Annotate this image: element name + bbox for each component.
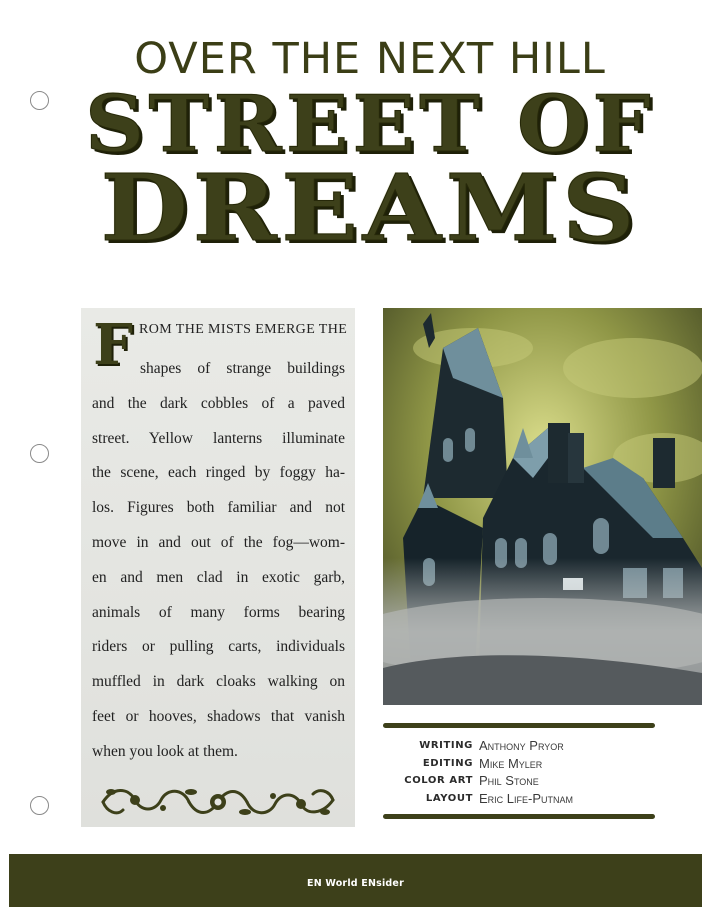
intro-line: move in and out of the fog—wom-	[92, 533, 345, 551]
credit-role: LAYOUT	[425, 792, 473, 804]
credits-top-rule	[383, 723, 655, 728]
page-title-line-2: DREAMS	[100, 154, 640, 262]
intro-line: muffled in dark cloaks walking on	[92, 673, 345, 691]
page-title-line-1: STREET OF	[85, 79, 655, 170]
page-footer	[9, 854, 702, 907]
credit-name: Eric Life-Putnam	[479, 790, 574, 806]
intro-line: when you look at them.	[92, 742, 238, 760]
credit-name: Anthony Pryor	[479, 738, 564, 753]
intro-line: los. Figures both familiar and not	[92, 499, 345, 517]
intro-first-line: ROM THE MISTS EMERGE THE	[139, 322, 348, 337]
binder-hole-bottom	[30, 796, 49, 815]
credits-list	[383, 737, 663, 807]
intro-line: street. Yellow lanterns illuminate	[92, 429, 345, 447]
credit-row	[383, 737, 663, 755]
intro-line: the scene, each ringed by foggy ha-	[92, 464, 345, 482]
credit-row	[383, 755, 663, 773]
intro-line: shapes of strange buildings	[140, 360, 345, 377]
credit-row	[383, 772, 663, 790]
credit-role: COLOR ART	[404, 775, 473, 786]
intro-line: feet or hooves, shadows that vanish	[92, 707, 345, 725]
credit-role: WRITING	[419, 740, 473, 751]
credit-name: Phil Stone	[479, 773, 539, 788]
credit-name: Mike Myler	[479, 755, 543, 771]
intro-line: and the dark cobbles of a paved	[92, 394, 345, 412]
intro-panel	[81, 308, 355, 827]
series-kicker: OVER THE NEXT HILL	[134, 34, 606, 84]
footer-publication: EN World ENsider	[307, 878, 404, 889]
credits-bottom-rule	[383, 814, 655, 819]
haunted-house-illustration	[383, 308, 702, 705]
binder-hole-middle	[30, 444, 49, 463]
intro-line: en and men clad in exotic garb,	[92, 568, 345, 586]
intro-line: animals of many forms bearing	[92, 603, 345, 621]
intro-line: riders or pulling carts, individuals	[92, 638, 345, 656]
credit-row	[383, 790, 663, 808]
drop-cap: F	[93, 312, 133, 378]
credit-role: EDITING	[422, 757, 473, 769]
floral-ornament-icon	[93, 782, 343, 822]
intro-body	[92, 352, 345, 770]
